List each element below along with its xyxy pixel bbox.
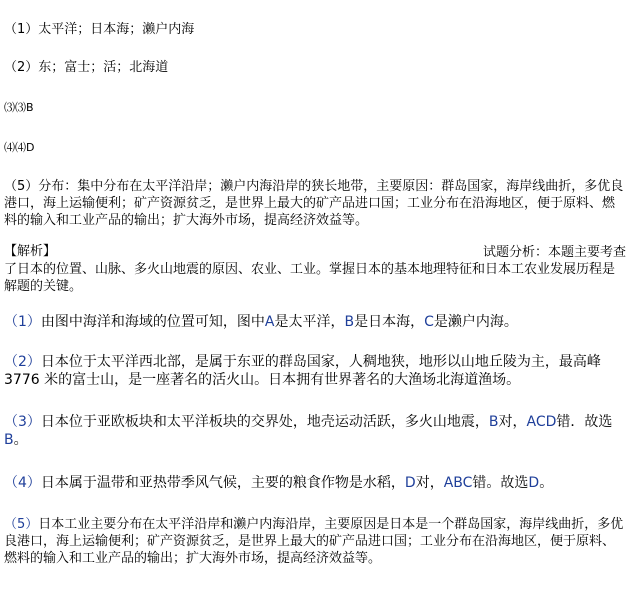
answer-1: （1）太平洋；日本海；濑户内海 [4, 22, 195, 37]
analysis-part-2: （2）日本位于太平洋西北部，是属于东亚的群岛国家，人稠地狭，地形以山地丘陵为主，最高峰3776 米的富士山，是一座著名的活火山。日本拥有世界著名的大渔场北海道渔场。 [4, 354, 601, 388]
part-number: （2） [4, 354, 41, 370]
analysis-intro-head: 试题分析：本题主要考查 [482, 245, 626, 260]
analysis-part-4: （4）日本属于温带和亚热带季风气候，主要的粮食作物是水稻，D对，ABC错。故选D。 [4, 475, 554, 491]
analysis-label: 【解析】 [4, 244, 57, 259]
part-number: （4） [4, 475, 41, 491]
analysis-part-3: （3）日本位于亚欧板块和太平洋板块的交界处，地壳运动活跃，多火山地震，B对，ACD错．故选B。 [4, 414, 613, 448]
part-number: （1） [4, 314, 41, 330]
part-number: （3） [4, 414, 41, 430]
part-number: （5） [4, 517, 39, 532]
analysis-intro: 了日本的位置、山脉、多火山地震的原因、农业、工业。掌握日本的基本地理特征和日本工农业发展历程是解题的关键。 [4, 262, 616, 294]
analysis-part-1: （1）由图中海洋和海域的位置可知，图中A是太平洋，B是日本海，C是濑户内海。 [4, 314, 518, 330]
answer-2: （2）东；富士；活；北海道 [4, 60, 169, 75]
answer-4: ⑷⑷D [4, 141, 35, 154]
analysis-part-5: （5）日本工业主要分布在太平洋沿岸和濑户内海沿岸，主要原因是日本是一个群岛国家，海岸线曲折，多优良港口，海上运输便利；矿产资源贫乏，是世界上最大的矿产品进口国；工业分布在沿海地区，便于原料、燃料的输入和工业产品的输出；扩大海外市场，提高经济效益等。 [4, 517, 624, 566]
answer-5: （5）分布：集中分布在太平洋沿岸；濑户内海沿岸的狭长地带，主要原因：群岛国家，海岸线曲折，多优良港口，海上运输便利；矿产资源贫乏，是世界上最大的矿产品进口国；工业分布在沿海地区，便于原料、燃料的输入和工业产品的输出；扩大海外市场，提高经济效益等。 [4, 179, 624, 228]
answer-3: ⑶⑶B [4, 101, 34, 114]
